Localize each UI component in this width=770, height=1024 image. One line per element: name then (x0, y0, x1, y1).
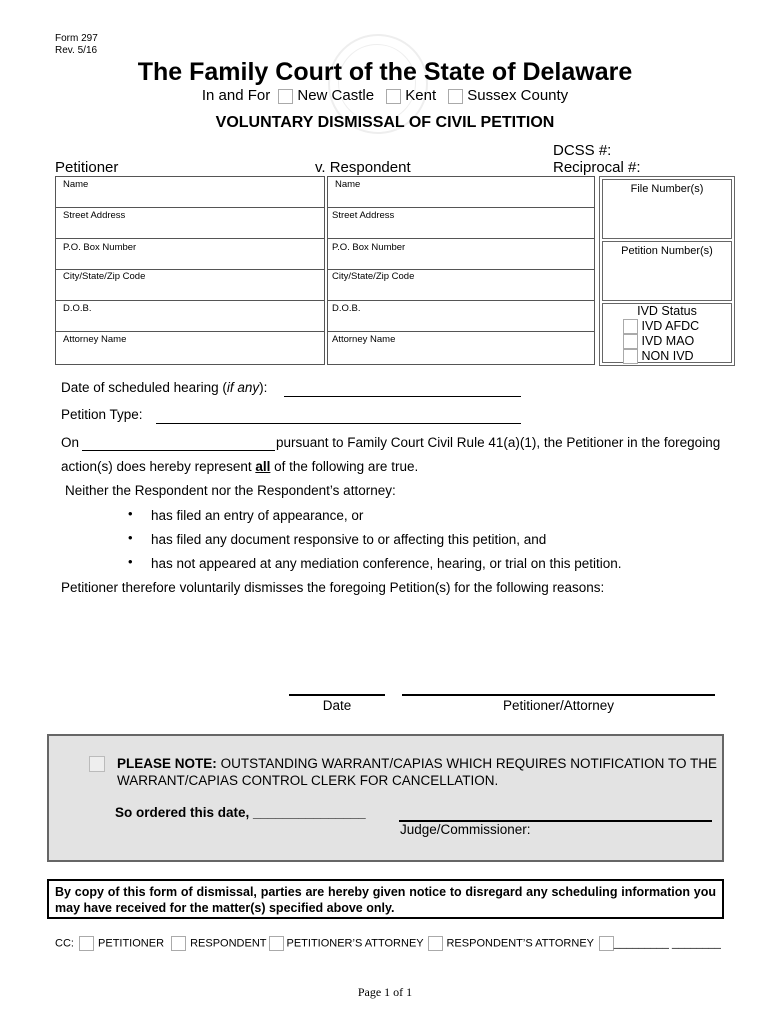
cc-label: CC: (55, 937, 74, 950)
cc-respondent-checkbox[interactable] (171, 936, 186, 951)
reasons-input[interactable] (61, 600, 721, 685)
page-number: Page 1 of 1 (357, 985, 413, 999)
petition-number-box[interactable] (602, 241, 732, 301)
copy-notice-box (47, 879, 724, 919)
so-ordered-label: So ordered this date, _______________ (115, 805, 366, 820)
neither-text: Neither the Respondent nor the Respondent’s attorney: (65, 483, 396, 498)
cc-other-checkbox[interactable] (599, 936, 614, 951)
petition-type-input[interactable] (156, 423, 521, 424)
respondent-street-field[interactable]: Street Address (327, 207, 595, 239)
sussex-label: Sussex County (467, 87, 569, 104)
petition-type-label: Petition Type: (61, 407, 143, 422)
form-revision: Rev. 5/16 (55, 45, 98, 56)
on-label: On (61, 435, 80, 450)
bullet-dot: • (128, 506, 133, 521)
ivd-mao-checkbox[interactable] (623, 334, 638, 349)
reciprocal-label: Reciprocal #: (553, 159, 641, 176)
petitioner-name-field[interactable]: Name (55, 176, 325, 208)
bullet-item: has filed any document responsive to or affecting this petition, and (151, 532, 547, 547)
in-and-for-label: In and For (201, 87, 271, 104)
form-number: Form 297 (55, 33, 98, 44)
respondent-city-field[interactable]: City/State/Zip Code (327, 269, 595, 301)
cc-respondent-attorney-label: RESPONDENT’S ATTORNEY (446, 937, 594, 950)
ivd-afdc-option[interactable]: IVD AFDC (623, 319, 699, 334)
sussex-checkbox[interactable] (448, 89, 463, 104)
non-ivd-checkbox[interactable] (623, 349, 638, 364)
petitioner-dob-field[interactable]: D.O.B. (55, 300, 325, 332)
non-ivd-option[interactable]: NON IVD (623, 349, 694, 364)
date-label: Date (322, 698, 352, 713)
pursuant-text: pursuant to Family Court Civil Rule 41(a)(1), the Petitioner in the foregoing (276, 435, 721, 450)
petitioner-attorney-label: Petitioner/Attorney (502, 698, 615, 713)
judge-label: Judge/Commissioner: (400, 822, 531, 837)
cc-respondent-label: RESPONDENT (190, 937, 267, 950)
cc-other-input[interactable]: _________ ________ (613, 937, 721, 950)
respondent-attorney-field[interactable]: Attorney Name (327, 331, 595, 365)
cc-petitioner-label: PETITIONER (98, 937, 165, 950)
petitioner-label: Petitioner (55, 159, 119, 176)
please-note-text: PLEASE NOTE: OUTSTANDING WARRANT/CAPIAS WHICH REQUIRES NOTIFICATION TO THE WARRANT/CAPIAS CONTROL CLERK FOR CANCELLATION. (117, 756, 718, 788)
bullet-dot: • (128, 530, 133, 545)
kent-label: Kent (405, 87, 437, 104)
petition-number-label: Petition Number(s) (621, 245, 713, 257)
ivd-afdc-checkbox[interactable] (623, 319, 638, 334)
petitioner-signature-line[interactable] (402, 694, 715, 696)
cc-petitioner-attorney-label: PETITIONER’S ATTORNEY (286, 937, 424, 950)
bullet-item: has not appeared at any mediation conference, hearing, or trial on this petition. (151, 556, 622, 571)
ivd-status-box (602, 303, 732, 363)
bullet-dot: • (128, 554, 133, 569)
cc-line (55, 936, 721, 951)
respondent-name-field[interactable]: Name (327, 176, 595, 208)
file-number-label: File Number(s) (630, 183, 704, 195)
petitioner-street-field[interactable]: Street Address (55, 207, 325, 239)
copy-notice-text: By copy of this form of dismissal, parties are hereby given notice to disregard any scheduling information you may have received for the matter(s) specified above only. (55, 885, 716, 915)
new-castle-label: New Castle (297, 87, 375, 104)
new-castle-checkbox[interactable] (278, 89, 293, 104)
petitioner-attorney-field[interactable]: Attorney Name (55, 331, 325, 365)
ivd-mao-option[interactable]: IVD MAO (623, 334, 694, 349)
reasons-text: Petitioner therefore voluntarily dismisses the foregoing Petition(s) for the following reasons: (61, 580, 605, 595)
respondent-dob-field[interactable]: D.O.B. (327, 300, 595, 332)
petitioner-pobox-field[interactable]: P.O. Box Number (55, 238, 325, 270)
action-text: action(s) does hereby represent all of the following are true. (61, 459, 419, 474)
file-number-box[interactable] (602, 179, 732, 239)
petitioner-city-field[interactable]: City/State/Zip Code (55, 269, 325, 301)
county-line (0, 87, 770, 104)
cc-respondent-attorney-checkbox[interactable] (428, 936, 443, 951)
hearing-date-input[interactable] (284, 396, 521, 397)
bullet-item: has filed an entry of appearance, or (151, 508, 364, 523)
respondent-label: v. Respondent (315, 159, 411, 176)
on-date-input[interactable] (82, 450, 275, 451)
cc-petitioner-attorney-checkbox[interactable] (269, 936, 284, 951)
ivd-status-label: IVD Status (637, 304, 697, 318)
hearing-date-line: Date of scheduled hearing (if any): (61, 380, 268, 395)
kent-checkbox[interactable] (386, 89, 401, 104)
court-title: The Family Court of the State of Delaware (137, 58, 633, 86)
document-title: VOLUNTARY DISMISSAL OF CIVIL PETITION (215, 114, 555, 131)
right-column (599, 176, 735, 366)
please-note-checkbox[interactable] (89, 756, 105, 772)
please-note-box (47, 734, 724, 862)
dcss-label: DCSS #: (553, 142, 612, 159)
date-signature-line[interactable] (289, 694, 385, 696)
respondent-pobox-field[interactable]: P.O. Box Number (327, 238, 595, 270)
cc-petitioner-checkbox[interactable] (79, 936, 94, 951)
